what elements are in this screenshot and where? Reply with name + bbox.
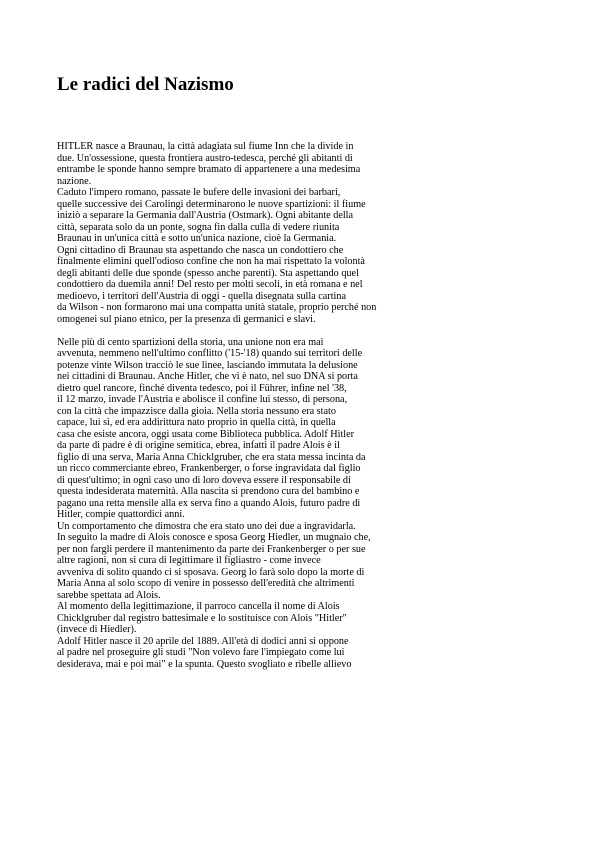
paragraph [57,337,587,671]
text-line: Un comportamento che dimostra che era stato uno dei due a ingravidarla. [57,520,356,532]
text-line: altre ragioni, non si cura di legittimare il figliastro - come invece [57,555,321,566]
text-line: un ricco commerciante ebreo, Frankenberger, o forse ingravidata dal figlio [57,463,361,474]
document-title: Le radici del Nazismo [57,74,234,95]
text-line: HITLER nasce a Braunau, la città adagiata sul fiume Inn che la divide in [57,141,354,152]
text-line: potenze vinte Wilson tracciò le sue linee, lasciando immutata la delusione [57,359,358,371]
text-line: finalmente elimini quell'odioso confine che non ha mai rispettato la volontà [57,256,365,267]
document-body [57,141,587,670]
text-line: entrambe le sponde hanno sempre bramato di appartenere a una medesima [57,164,361,175]
text-line: Hitler, compie quattordici anni. [57,509,185,520]
text-line: il 12 marzo, invade l'Austria e abolisce il confine lui stesso, di persona, [57,394,348,405]
text-line: di quest'ultimo; in ogni caso uno di loro doveva essere il responsabile di [57,474,351,486]
text-line: due. Un'ossessione, questa frontiera austro-tedesca, perché gli abitanti di [57,152,353,164]
text-line: da Wilson - non formarono mai una compatta unità statale, proprio perché non [57,302,377,313]
text-line: dietro quel rancore, finché diventa tedesco, poi il Führer, infine nel '38, [57,382,347,394]
text-line: per non fargli perdere il mantenimento da parte dei Frankenberger o per sue [57,543,366,555]
text-line: nei cittadini di Braunau. Anche Hitler, che vi è nato, nel suo DNA si porta [57,371,358,382]
text-line: al padre nel proseguire gli studi "Non volevo fare l'impiegato come lui [57,647,345,658]
text-line: sarebbe spettata ad Alois. [57,589,161,601]
text-line: condottiero da duemila anni! Del resto per molti secoli, in età romana e nel [57,279,363,290]
text-line: medioevo, i territori dell'Austria di oggi - quella disegnata sulla cartina [57,290,346,302]
text-line: Ogni cittadino di Braunau sta aspettando che nasca un condottiero che [57,244,344,256]
text-line: nazione. [57,175,92,187]
text-line: pagano una retta mensile alla ex serva fino a quando Alois, futuro padre di [57,497,361,509]
text-line: città, separata solo da un ponte, sogna fin dalla culla di vedere riunita [57,221,340,233]
text-line: questa indesiderata maternità. Alla nascita si prendono cura del bambino e [57,486,360,497]
text-line: quelle successive dei Carolingi determinarono le nuove spartizioni: il fiume [57,198,366,210]
text-line: capace, lui sì, ed era addirittura nato proprio in quella città, in quella [57,417,336,428]
text-line: Maria Anna al solo scopo di venire in possesso dell'eredità che altrimenti [57,578,355,589]
text-line: da parte di padre è di origine semitica, ebrea, infatti il padre Alois è il [57,440,340,451]
text-line: Adolf Hitler nasce il 20 aprile del 1889. All'età di dodici anni si oppone [57,635,349,647]
text-line: Braunau in un'unica città e sotto un'unica nazione, cioè la Germania. [57,233,337,244]
paragraph-gap [57,325,587,337]
text-line: Nelle più di cento spartizioni della storia, una unione non era mai [57,336,324,348]
text-line: degli abitanti delle due sponde (spesso anche parenti). Sta aspettando quel [57,267,359,279]
text-line: casa che esiste ancora, oggi usata come Biblioteca pubblica. Adolf Hitler [57,428,355,440]
text-line: avvenuta, nemmeno nell'ultimo conflitto ('15-'18) quando sui territori delle [57,348,363,359]
text-line: figlio di una serva, Maria Anna Chicklgruber, che era stata messa incinta da [57,451,366,463]
paragraph [57,141,587,325]
text-line: con la città che impazzisce dalla gioia. Nella storia nessuno era stato [57,405,336,417]
text-line: avveniva di solito quando ci si sposava. Georg lo farà solo dopo la morte di [57,566,365,578]
text-line: (invece di Hiedler). [57,624,137,635]
text-line: Chicklgruber dal registro battesimale e lo sostituisce con Alois "Hitler" [57,612,347,624]
text-line: omogenei sul piano etnico, per la presenza di germanici e slavi. [57,313,316,325]
text-line: Caduto l'impero romano, passate le bufere delle invasioni dei barbari, [57,187,341,198]
text-line: desiderava, mai e poi mai" e la spunta. Questo svogliato e ribelle allievo [57,658,352,670]
text-line: Al momento della legittimazione, il parroco cancella il nome di Alois [57,601,340,612]
text-line: In seguito la madre di Alois conosce e sposa Georg Hiedler, un mugnaio che, [57,532,371,543]
text-line: iniziò a separare la Germania dall'Austria (Ostmark). Ogni abitante della [57,210,354,221]
